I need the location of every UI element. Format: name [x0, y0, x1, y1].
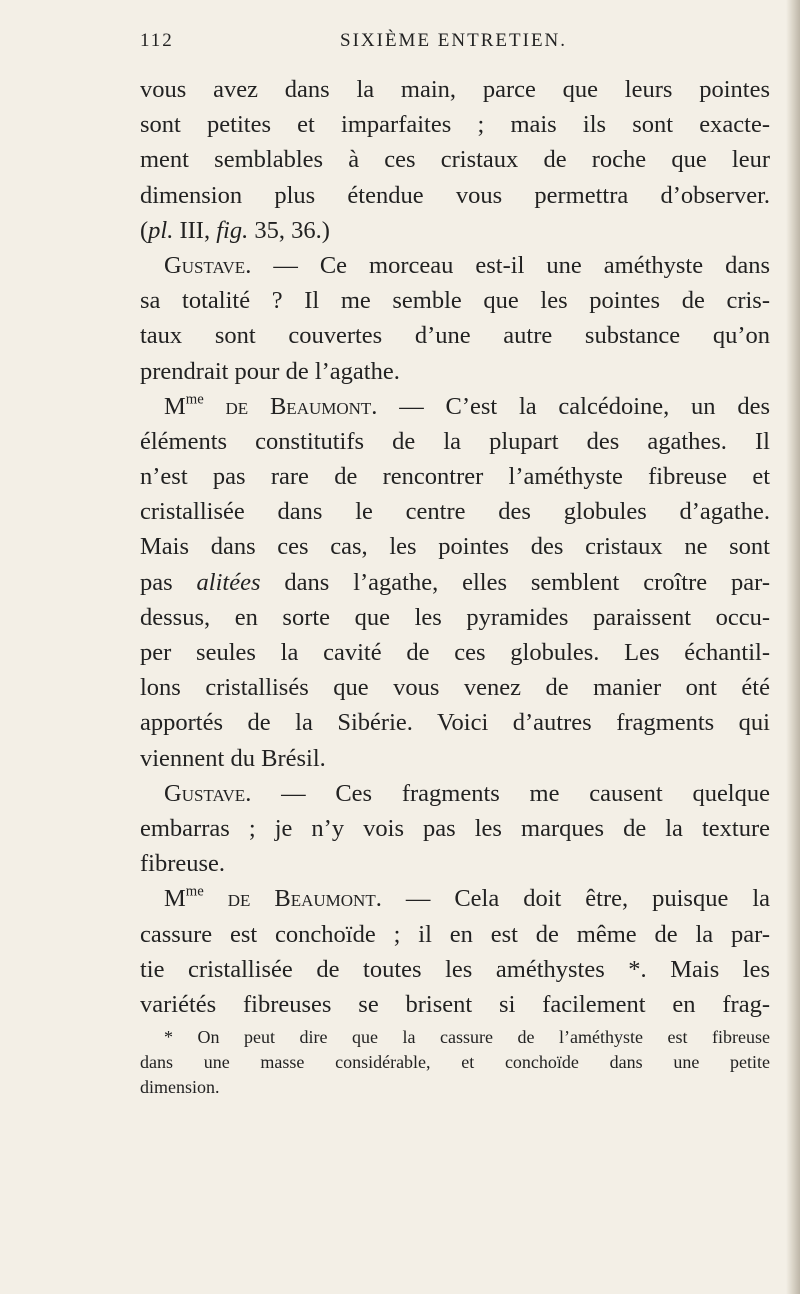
- text-line-italic: pas alitées dans l’agathe, elles semblent croître par-: [140, 568, 770, 596]
- dialogue-beaumont-2: $M^{me}$ de Beaumont. — Cela doit être, puisque la: [164, 884, 770, 913]
- speaker-name: de Beaumont.: [203, 885, 382, 913]
- page-edge-shadow: [786, 0, 800, 1294]
- text-line: lons cristallisés que vous venez de manier ont été: [140, 674, 770, 702]
- text-line: vous avez dans la main, parce que leurs pointes: [140, 76, 770, 103]
- text-line: apportés de la Sibérie. Voici d’autres fragments qui: [140, 709, 770, 737]
- page-number: 112: [140, 30, 174, 51]
- dialogue-gustave-2: Gustave. — Ces fragments me causent quelque: [164, 779, 770, 807]
- text-line: n’est pas rare de rencontrer l’améthyste fibreuse et: [140, 463, 770, 491]
- text-line: cristallisée dans le centre des globules d’agathe.: [140, 498, 770, 526]
- text-line: sa totalité ? Il me semble que les pointes de cris-: [140, 287, 770, 315]
- text-line: ment semblables à ces cristaux de roche que leur: [140, 146, 770, 174]
- text-line: per seules la cavité de ces globules. Les échantil-: [140, 639, 770, 666]
- text-line: dimension plus étendue vous permettra d’observer.: [140, 181, 770, 209]
- text-line: taux sont couvertes d’une autre substance qu’on: [140, 322, 770, 350]
- text-line: embarras ; je n’y vois pas les marques de la texture: [140, 814, 770, 842]
- text-line: prendrait pour de l’agathe.: [140, 357, 400, 385]
- text-line: Mais dans ces cas, les pointes des cristaux ne sont: [140, 533, 770, 561]
- footnote-line: dimension.: [140, 1077, 220, 1097]
- text-line: fibreuse.: [140, 850, 226, 878]
- main-text: [140, 72, 770, 1022]
- speaker-name: de Beaumont.: [203, 392, 378, 420]
- text-line: tie cristallisée de toutes les améthystes *. Mais les: [140, 955, 770, 983]
- dialogue-gustave-1: Gustave. — Ce morceau est-il une améthyste dans: [164, 251, 770, 279]
- footnote: [140, 1025, 770, 1100]
- text-line: cassure est conchoïde ; il en est de même de la par-: [140, 920, 770, 948]
- dialogue-beaumont-1: $M^{me}$ de Beaumont. — C’est la calcédoine, un des: [164, 391, 770, 420]
- figure-reference: (pl. III, fig. 35, 36.): [140, 216, 330, 244]
- running-head: [140, 30, 770, 60]
- text-line: viennent du Brésil.: [140, 744, 326, 772]
- footnote-line: * On peut dire que la cassure de l’améthyste est fibreuse: [164, 1027, 770, 1047]
- text-line: éléments constitutifs de la plupart des agathes. Il: [140, 427, 770, 455]
- text-line: variétés fibreuses se brisent si facilement en frag-: [140, 990, 770, 1018]
- text-line: sont petites et imparfaites ; mais ils sont exacte-: [140, 111, 770, 139]
- chapter-title: SIXIÈME ENTRETIEN.: [340, 30, 568, 51]
- footnote-line: dans une masse considérable, et conchoïde dans une petite: [140, 1052, 770, 1072]
- text-line: dessus, en sorte que les pyramides paraissent occu-: [140, 603, 770, 631]
- speaker-name: Gustave.: [164, 779, 252, 807]
- speaker-name: Gustave.: [164, 251, 252, 279]
